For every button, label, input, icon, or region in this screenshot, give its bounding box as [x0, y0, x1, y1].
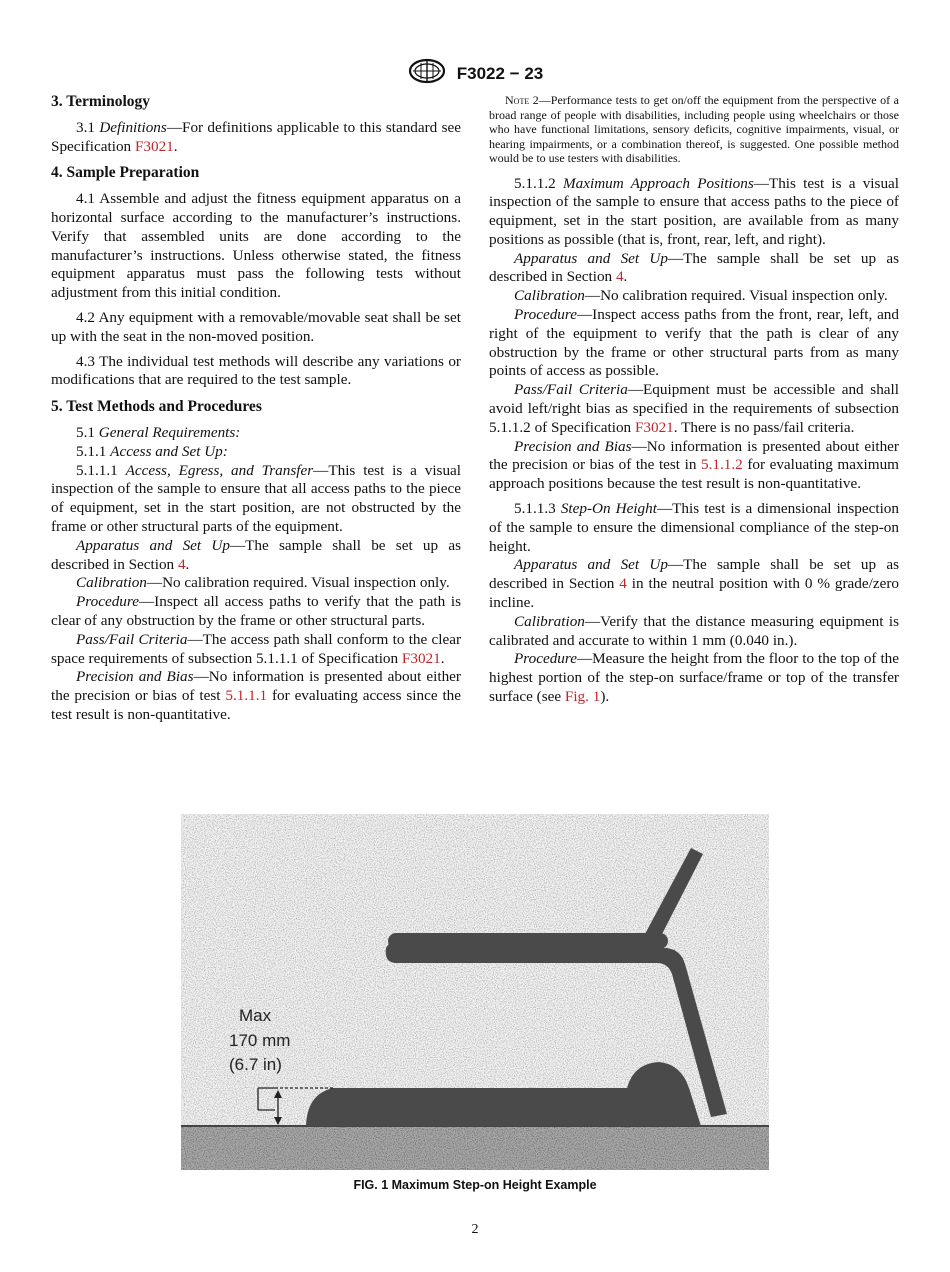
ref-f3021-link[interactable]: F3021 — [634, 418, 674, 436]
ref-section-4-link[interactable]: 4 — [177, 555, 186, 573]
calibration-paragraph: Calibration—No calibration required. Visual inspection only. — [514, 287, 888, 305]
paragraph-4-2: 4.2 Any equipment with a removable/movable seat shall be set up with the seat in the non-moved position. — [51, 308, 461, 345]
precision-bias-paragraph: Precision and Bias—No information is presented about either the precision or bias of test 5.1.1.1 for evaluating access since the test result is non-quantitative. — [51, 668, 461, 723]
paragraph-5-1-1-3: 5.1.1.3 Step-On Height—This test is a dimensional inspection of the sample to ensure the dimensional compliance of the step-on height. — [489, 500, 899, 555]
apparatus-paragraph: Apparatus and Set Up—The sample shall be set up as described in Section 4 in the neutral position with 0 % grade/zero incline. — [489, 556, 900, 612]
ref-5-1-1-1-link[interactable]: 5.1.1.1 — [225, 687, 268, 705]
section-3-heading: 3. Terminology — [51, 93, 151, 110]
pass-fail-paragraph: Pass/Fail Criteria—The access path shall conform to the clear space requirements of subsection 5.1.1.1 of Specification F3021. — [51, 630, 462, 667]
paragraph-5-1: 5.1 General Requirements: — [76, 423, 241, 441]
apparatus-paragraph: Apparatus and Set Up—The sample shall be set up as described in Section 4. — [489, 249, 900, 286]
label-6-7-in: (6.7 in) — [229, 1055, 282, 1074]
label-170-mm: 170 mm — [229, 1031, 291, 1050]
figure-caption: FIG. 1 Maximum Step-on Height Example — [353, 1178, 597, 1192]
procedure-paragraph: Procedure—Inspect all access paths to verify that the path is clear of any obstruction by the frame or other structural parts. — [51, 593, 461, 629]
page-header — [0, 58, 950, 89]
note-2: Note 2—Performance tests to get on/off the equipment from the perspective of a broad range of people with disabilities, including people using wheelchairs or those who have functional limitations, sensory deficits, cognitive impairments, visual, or hearing impairments, or a combination thereof, is suggested. One possible method would be to use testers with disabilities. — [489, 93, 899, 165]
section-4-heading: 4. Sample Preparation — [51, 164, 200, 182]
page-number: 2 — [471, 1222, 479, 1237]
astm-logo-icon — [407, 58, 447, 89]
pass-fail-paragraph: Pass/Fail Criteria—Equipment must be accessible and shall avoid left/right bias as specified in the requirements of subsection 5.1.1.2 of Specification F3021. There is no pass/fail criteria. — [489, 381, 899, 436]
apparatus-paragraph: Apparatus and Set Up—The sample shall be set up as described in Section 4. — [51, 536, 462, 573]
procedure-paragraph: Procedure—Measure the height from the floor to the top of the highest portion of the step-on surface/frame or top of the transfer surface (see Fig. 1). — [489, 650, 899, 706]
ref-section-4-link[interactable]: 4 — [615, 268, 624, 286]
ref-5-1-1-2-link[interactable]: 5.1.1.2 — [700, 456, 743, 474]
ref-f3021-link[interactable]: F3021 — [134, 137, 174, 155]
ref-f3021-link[interactable]: F3021 — [401, 649, 441, 667]
left-column — [51, 93, 461, 725]
label-max: Max — [239, 1006, 272, 1025]
paragraph-4-1: 4.1 Assemble and adjust the fitness equipment apparatus on a horizontal surface according to the manufacturer’s instructions. Verify that assembled units are done according to the manufacturer’s instructions. Unless otherwise stated, the fitness equipment apparatus must pass the following tests without adjustment from this initial condition. — [51, 190, 461, 302]
right-column — [489, 93, 899, 707]
paragraph-5-1-1-2: 5.1.1.2 Maximum Approach Positions—This test is a visual inspection of the sample to ensure that access paths to the piece of equipment, set in the start position, are available from as many positions as possible (that is, front, rear, left, and right). — [489, 174, 899, 248]
figure-1 — [181, 814, 769, 1170]
section-5-heading: 5. Test Methods and Procedures — [51, 398, 262, 416]
document-designation: F3022 − 23 — [456, 63, 544, 83]
paragraph-5-1-1-1: 5.1.1.1 Access, Egress, and Transfer—This test is a visual inspection of the sample to ensure that all access paths to the piece of equipment, set in the start position, are not obstructed by the frame or other structural parts of the equipment. — [51, 461, 461, 535]
paragraph-4-3: 4.3 The individual test methods will describe any variations or modifications that are required to the test sample. — [51, 352, 461, 389]
ref-section-4-link[interactable]: 4 — [619, 575, 627, 593]
precision-bias-paragraph: Precision and Bias—No information is presented about either the precision or bias of the test in 5.1.1.2 for evaluating maximum approach positions because the test result is non-quantitative. — [489, 437, 899, 493]
calibration-paragraph: Calibration—Verify that the distance measuring equipment is calibrated and accurate to within 1 mm (0.040 in.). — [489, 612, 899, 649]
calibration-paragraph: Calibration—No calibration required. Visual inspection only. — [76, 574, 450, 592]
paragraph-3-1: 3.1 Definitions—For definitions applicable to this standard see Specification F3021. — [51, 118, 461, 155]
procedure-paragraph: Procedure—Inspect access paths from the front, rear, left, and right of the equipment to verify that the path is clear of any obstruction by the frame or other structural parts from as many points of access as possible. — [489, 306, 899, 380]
paragraph-5-1-1: 5.1.1 Access and Set Up: — [76, 442, 228, 460]
ref-fig-1-link[interactable]: Fig. 1 — [564, 688, 601, 706]
